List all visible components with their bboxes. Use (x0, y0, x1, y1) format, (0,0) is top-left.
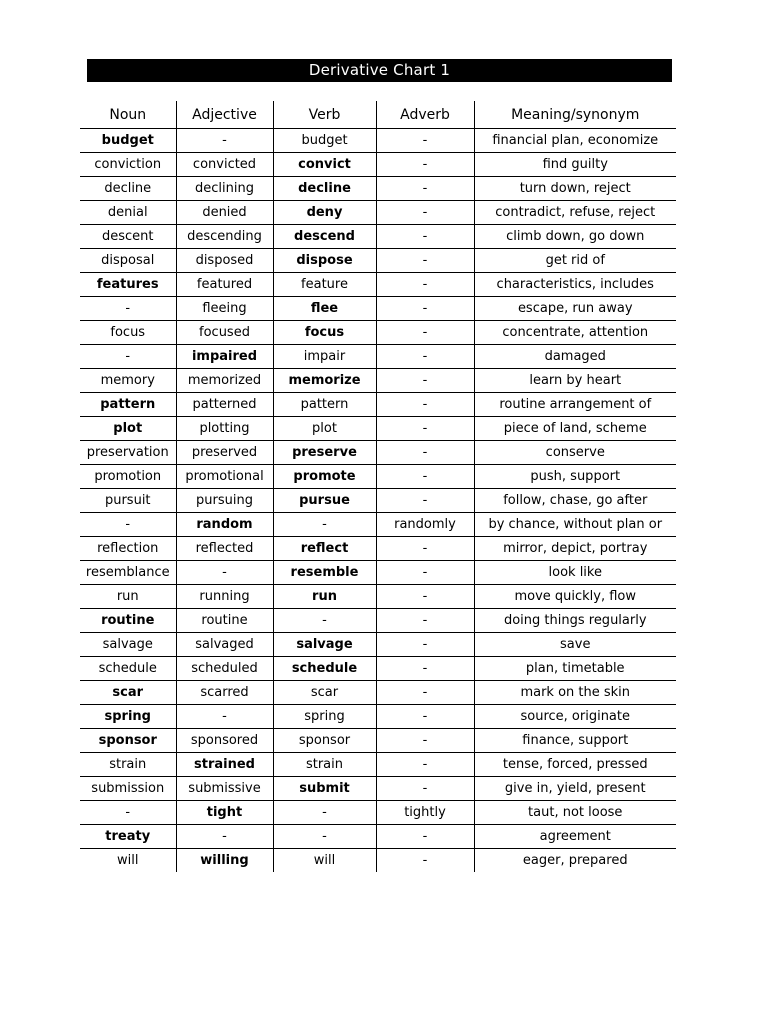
verb-cell: scar (273, 681, 376, 705)
adjective-cell: - (176, 561, 273, 585)
meaning-cell: by chance, without plan or (474, 513, 676, 537)
adverb-cell: - (376, 441, 474, 465)
adjective-cell: featured (176, 273, 273, 297)
table-row (80, 393, 676, 417)
table-row (80, 489, 676, 513)
noun-cell: routine (80, 609, 176, 633)
noun-cell: memory (80, 369, 176, 393)
verb-cell: - (273, 609, 376, 633)
adjective-cell: - (176, 705, 273, 729)
adverb-cell: - (376, 729, 474, 753)
adjective-cell: submissive (176, 777, 273, 801)
adjective-cell: pursuing (176, 489, 273, 513)
noun-cell: - (80, 513, 176, 537)
adverb-cell: - (376, 249, 474, 273)
header-adjective: Adjective (176, 101, 273, 129)
meaning-cell: contradict, refuse, reject (474, 201, 676, 225)
adverb-cell: - (376, 489, 474, 513)
meaning-cell: turn down, reject (474, 177, 676, 201)
table-row (80, 153, 676, 177)
chart-title: Derivative Chart 1 (87, 59, 672, 82)
verb-cell: spring (273, 705, 376, 729)
adverb-cell: - (376, 297, 474, 321)
table-row (80, 225, 676, 249)
adjective-cell: random (176, 513, 273, 537)
noun-cell: decline (80, 177, 176, 201)
table-row (80, 201, 676, 225)
meaning-cell: climb down, go down (474, 225, 676, 249)
meaning-cell: eager, prepared (474, 849, 676, 873)
table-row (80, 297, 676, 321)
meaning-cell: routine arrangement of (474, 393, 676, 417)
verb-cell: submit (273, 777, 376, 801)
adjective-cell: declining (176, 177, 273, 201)
noun-cell: will (117, 853, 139, 868)
verb-cell: sponsor (273, 729, 376, 753)
verb-cell: dispose (273, 249, 376, 273)
adverb-cell: tightly (376, 801, 474, 825)
verb-cell: run (273, 585, 376, 609)
verb-cell: focus (273, 321, 376, 345)
adverb-cell: - (376, 609, 474, 633)
adjective-cell: plotting (176, 417, 273, 441)
adjective-cell: convicted (176, 153, 273, 177)
verb-cell: pattern (273, 393, 376, 417)
adverb-cell: - (376, 369, 474, 393)
adverb-cell: - (376, 177, 474, 201)
adverb-cell: - (376, 825, 474, 849)
adjective-cell: promotional (176, 465, 273, 489)
table-row (80, 681, 676, 705)
verb-cell: strain (273, 753, 376, 777)
adverb-cell: - (376, 705, 474, 729)
adverb-cell: - (376, 129, 474, 153)
verb-cell: salvage (273, 633, 376, 657)
meaning-cell: move quickly, flow (474, 585, 676, 609)
table-row (80, 609, 676, 633)
noun-cell: sponsor (80, 729, 176, 753)
noun-cell: scar (80, 681, 176, 705)
noun-cell: - (80, 801, 176, 825)
adverb-cell: - (376, 273, 474, 297)
table-row (80, 705, 676, 729)
adverb-cell: - (376, 585, 474, 609)
adjective-cell: scarred (176, 681, 273, 705)
table-row (80, 729, 676, 753)
meaning-cell: mirror, depict, portray (474, 537, 676, 561)
adjective-cell: routine (176, 609, 273, 633)
verb-cell: preserve (273, 441, 376, 465)
meaning-cell: mark on the skin (474, 681, 676, 705)
verb-cell: deny (273, 201, 376, 225)
table-row (80, 249, 676, 273)
table-row (80, 753, 676, 777)
adjective-cell: willing (176, 849, 273, 873)
table-row (80, 825, 676, 849)
header-noun: Noun (80, 101, 176, 129)
meaning-cell: find guilty (474, 153, 676, 177)
meaning-cell: give in, yield, present (474, 777, 676, 801)
noun-cell: strain (80, 753, 176, 777)
adjective-cell: running (176, 585, 273, 609)
noun-cell: conviction (80, 153, 176, 177)
adverb-cell: - (376, 537, 474, 561)
derivative-table (80, 101, 676, 872)
adjective-cell: scheduled (176, 657, 273, 681)
adjective-cell: tight (176, 801, 273, 825)
table-row (80, 129, 676, 153)
table-row (80, 369, 676, 393)
noun-cell: plot (80, 417, 176, 441)
adverb-cell: - (376, 417, 474, 441)
verb-cell: flee (273, 297, 376, 321)
header-adverb: Adverb (376, 101, 474, 129)
meaning-cell: escape, run away (474, 297, 676, 321)
verb-cell: - (273, 513, 376, 537)
adjective-cell: sponsored (176, 729, 273, 753)
noun-cell: run (80, 585, 176, 609)
meaning-cell: get rid of (474, 249, 676, 273)
adjective-cell: patterned (176, 393, 273, 417)
adjective-cell: fleeing (176, 297, 273, 321)
noun-cell: submission (80, 777, 176, 801)
adverb-cell: - (376, 201, 474, 225)
adjective-cell: salvaged (176, 633, 273, 657)
adverb-cell: - (376, 393, 474, 417)
meaning-cell: financial plan, economize (474, 129, 676, 153)
verb-cell: reflect (273, 537, 376, 561)
table-row (80, 801, 676, 825)
adverb-cell: - (376, 321, 474, 345)
adjective-cell: strained (176, 753, 273, 777)
table-row (80, 537, 676, 561)
meaning-cell: conserve (474, 441, 676, 465)
verb-cell: schedule (273, 657, 376, 681)
header-row (80, 101, 676, 129)
meaning-cell: plan, timetable (474, 657, 676, 681)
verb-cell: feature (273, 273, 376, 297)
table-row (80, 465, 676, 489)
adjective-cell: - (176, 129, 273, 153)
verb-cell: pursue (273, 489, 376, 513)
table-row (80, 585, 676, 609)
adverb-cell: - (376, 849, 474, 873)
table-row (80, 849, 676, 873)
verb-cell: promote (273, 465, 376, 489)
noun-cell: salvage (80, 633, 176, 657)
noun-cell: budget (80, 129, 176, 153)
noun-cell: pursuit (80, 489, 176, 513)
table-row (80, 321, 676, 345)
verb-cell: impair (273, 345, 376, 369)
adverb-cell: - (376, 753, 474, 777)
verb-cell: decline (273, 177, 376, 201)
adverb-cell: - (376, 225, 474, 249)
noun-cell: preservation (80, 441, 176, 465)
noun-cell: pattern (80, 393, 176, 417)
adjective-cell: memorized (176, 369, 273, 393)
header-verb: Verb (273, 101, 376, 129)
noun-cell: resemblance (80, 561, 176, 585)
verb-cell: plot (273, 417, 376, 441)
adverb-cell: - (376, 153, 474, 177)
adjective-cell: reflected (176, 537, 273, 561)
meaning-cell: taut, not loose (474, 801, 676, 825)
verb-cell: - (273, 801, 376, 825)
table-row (80, 441, 676, 465)
table-body (80, 129, 676, 873)
verb-cell: convict (273, 153, 376, 177)
adjective-cell: disposed (176, 249, 273, 273)
noun-cell: - (80, 345, 176, 369)
noun-cell: - (80, 297, 176, 321)
meaning-cell: characteristics, includes (474, 273, 676, 297)
meaning-cell: concentrate, attention (474, 321, 676, 345)
verb-cell: will (273, 849, 376, 873)
adjective-cell: preserved (176, 441, 273, 465)
adverb-cell: - (376, 633, 474, 657)
verb-cell: - (273, 825, 376, 849)
header-meaning: Meaning/synonym (474, 101, 676, 129)
adverb-cell: - (376, 465, 474, 489)
noun-cell: spring (80, 705, 176, 729)
adjective-cell: descending (176, 225, 273, 249)
verb-cell: memorize (273, 369, 376, 393)
noun-cell: promotion (80, 465, 176, 489)
noun-cell: descent (80, 225, 176, 249)
table-row (80, 777, 676, 801)
meaning-cell: learn by heart (474, 369, 676, 393)
meaning-cell: look like (474, 561, 676, 585)
table-row (80, 633, 676, 657)
meaning-cell: agreement (474, 825, 676, 849)
noun-cell: features (80, 273, 176, 297)
meaning-cell: finance, support (474, 729, 676, 753)
adverb-cell: - (376, 657, 474, 681)
verb-cell: budget (273, 129, 376, 153)
adjective-cell: - (176, 825, 273, 849)
adjective-cell: denied (176, 201, 273, 225)
table-row (80, 417, 676, 441)
verb-cell: resemble (273, 561, 376, 585)
table-row (80, 273, 676, 297)
noun-cell: schedule (80, 657, 176, 681)
noun-cell: treaty (80, 825, 176, 849)
meaning-cell: save (474, 633, 676, 657)
meaning-cell: source, originate (474, 705, 676, 729)
adjective-cell: focused (176, 321, 273, 345)
table-row (80, 177, 676, 201)
table-row (80, 561, 676, 585)
meaning-cell: damaged (474, 345, 676, 369)
adverb-cell: - (376, 777, 474, 801)
meaning-cell: doing things regularly (474, 609, 676, 633)
meaning-cell: tense, forced, pressed (474, 753, 676, 777)
table-row (80, 345, 676, 369)
meaning-cell: follow, chase, go after (474, 489, 676, 513)
table-row (80, 513, 676, 537)
adjective-cell: impaired (176, 345, 273, 369)
verb-cell: descend (273, 225, 376, 249)
table-row (80, 657, 676, 681)
noun-cell: reflection (80, 537, 176, 561)
noun-cell: focus (80, 321, 176, 345)
adverb-cell: - (376, 561, 474, 585)
adverb-cell: randomly (376, 513, 474, 537)
meaning-cell: push, support (474, 465, 676, 489)
noun-cell: denial (80, 201, 176, 225)
adverb-cell: - (376, 681, 474, 705)
noun-cell: disposal (80, 249, 176, 273)
adverb-cell: - (376, 345, 474, 369)
meaning-cell: piece of land, scheme (474, 417, 676, 441)
